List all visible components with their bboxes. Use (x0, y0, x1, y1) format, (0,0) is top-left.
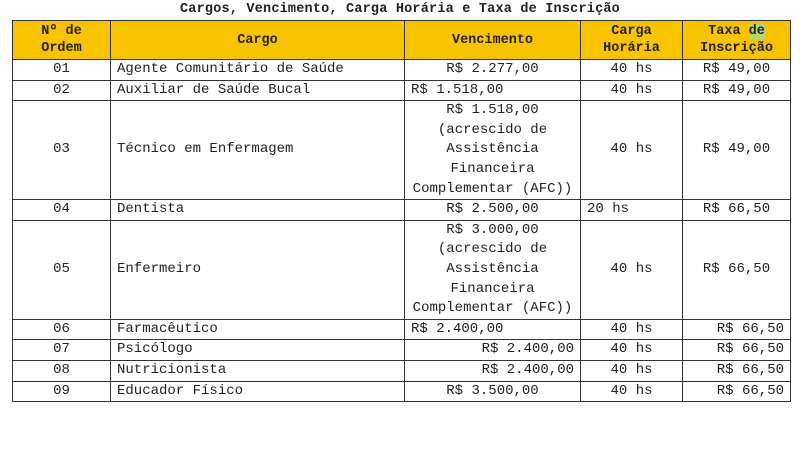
cell-carga: 40 hs (581, 340, 683, 361)
header-taxa-inscricao (683, 21, 791, 60)
cell-taxa: R$ 66,50 (683, 340, 791, 361)
cell-cargo: Dentista (111, 200, 405, 221)
cell-ordem: 03 (13, 101, 111, 200)
cell-ordem: 07 (13, 340, 111, 361)
table-row (13, 340, 791, 361)
cell-ordem: 09 (13, 381, 111, 402)
cell-carga: 40 hs (581, 319, 683, 340)
cell-vencimento: R$ 2.400,00 (405, 360, 581, 381)
table-header-row (13, 21, 791, 60)
header-taxa-part: Inscrição (700, 41, 773, 56)
cell-taxa: R$ 49,00 (683, 60, 791, 81)
cell-carga: 20 hs (581, 200, 683, 221)
cell-vencimento: R$ 3.000,00 (acrescido de Assistência Financeira Complementar (AFC)) (405, 220, 581, 319)
highlighted-text: de (748, 24, 765, 39)
cell-ordem: 08 (13, 360, 111, 381)
cell-cargo: Nutricionista (111, 360, 405, 381)
cell-cargo: Auxiliar de Saúde Bucal (111, 80, 405, 101)
header-cargo: Cargo (111, 21, 405, 60)
cell-cargo: Psicólogo (111, 340, 405, 361)
table-row (13, 60, 791, 81)
cell-taxa: R$ 66,50 (683, 319, 791, 340)
cell-carga: 40 hs (581, 381, 683, 402)
header-ordem: Nº de Ordem (13, 21, 111, 60)
cell-carga: 40 hs (581, 220, 683, 319)
cell-cargo: Educador Físico (111, 381, 405, 402)
cell-ordem: 02 (13, 80, 111, 101)
cell-carga: 40 hs (581, 101, 683, 200)
table-row (13, 319, 791, 340)
cell-vencimento: R$ 2.277,00 (405, 60, 581, 81)
cell-taxa: R$ 49,00 (683, 101, 791, 200)
cell-cargo: Farmacêutico (111, 319, 405, 340)
cell-ordem: 06 (13, 319, 111, 340)
cell-vencimento: R$ 2.400,00 (405, 319, 581, 340)
cell-taxa: R$ 49,00 (683, 80, 791, 101)
cell-taxa: R$ 66,50 (683, 220, 791, 319)
cell-cargo: Técnico em Enfermagem (111, 101, 405, 200)
header-carga-horaria: Carga Horária (581, 21, 683, 60)
table-row (13, 101, 791, 200)
cell-ordem: 04 (13, 200, 111, 221)
cell-vencimento: R$ 2.400,00 (405, 340, 581, 361)
table-row (13, 200, 791, 221)
table-row (13, 381, 791, 402)
table-row (13, 360, 791, 381)
cell-vencimento: R$ 2.500,00 (405, 200, 581, 221)
table-row (13, 220, 791, 319)
cell-cargo: Enfermeiro (111, 220, 405, 319)
cell-carga: 40 hs (581, 60, 683, 81)
table-row (13, 80, 791, 101)
cell-taxa: R$ 66,50 (683, 360, 791, 381)
cell-carga: 40 hs (581, 80, 683, 101)
cell-taxa: R$ 66,50 (683, 200, 791, 221)
header-taxa-part: Taxa (708, 24, 749, 39)
cell-ordem: 01 (13, 60, 111, 81)
cargos-table (12, 20, 791, 402)
cell-cargo: Agente Comunitário de Saúde (111, 60, 405, 81)
cell-vencimento: R$ 1.518,00 (acrescido de Assistência Financeira Complementar (AFC)) (405, 101, 581, 200)
document-title: Cargos, Vencimento, Carga Horária e Taxa de Inscrição (180, 2, 620, 17)
cell-taxa: R$ 66,50 (683, 381, 791, 402)
header-vencimento: Vencimento (405, 21, 581, 60)
cell-carga: 40 hs (581, 360, 683, 381)
cell-ordem: 05 (13, 220, 111, 319)
cell-vencimento: R$ 1.518,00 (405, 80, 581, 101)
cell-vencimento: R$ 3.500,00 (405, 381, 581, 402)
